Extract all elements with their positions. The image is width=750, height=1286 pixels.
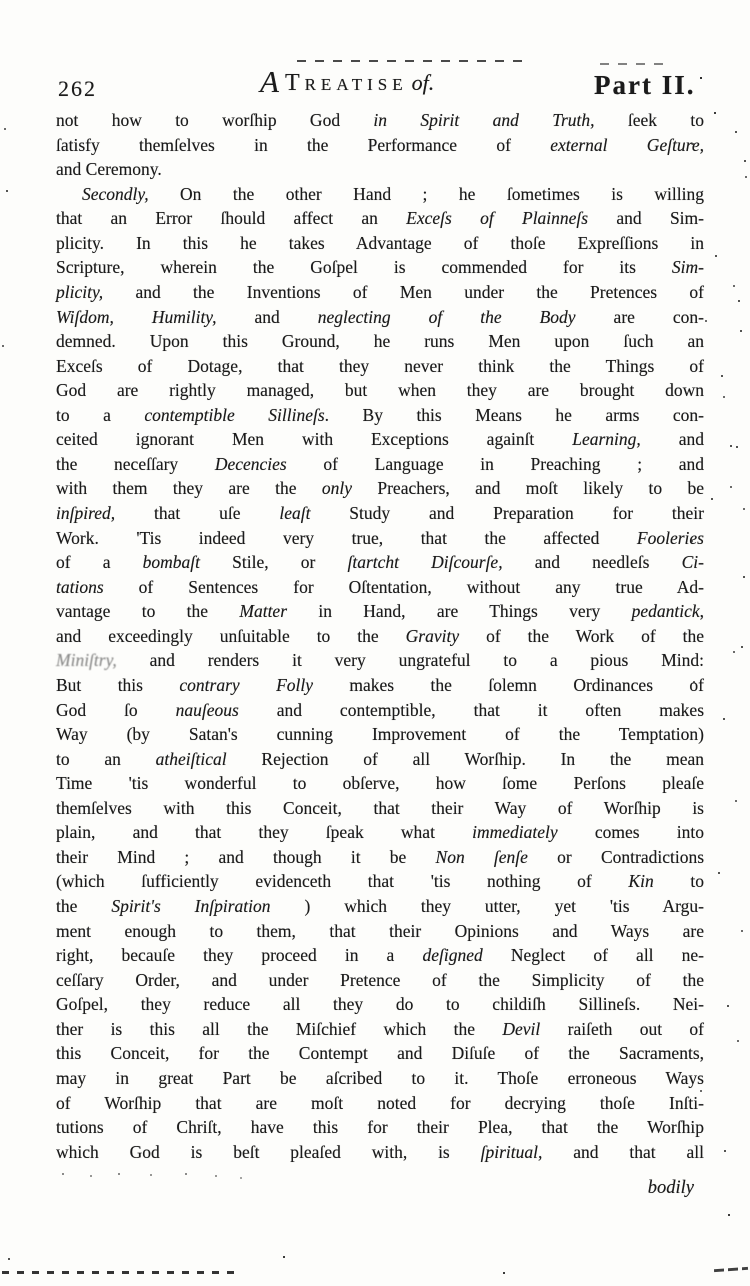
- text-line: plicity. In this he takes Advantage of thoſe Expreſſions in: [56, 232, 704, 253]
- text-line: But this contrary Folly makes the ſolemn Ordinances of: [56, 674, 704, 695]
- text-line: and Ceremony.: [56, 159, 162, 180]
- text-line: inſpired, that uſe leaſt Study and Preparation for their: [56, 503, 704, 523]
- text-line: Exceſs of Dotage, that they never think the Things of: [56, 355, 704, 376]
- text-line: which God is beſt pleaſed with, is ſpiritual, and that all: [56, 1141, 704, 1162]
- text-line: their Mind ; and though it be Non ſenſe or Contradictions: [56, 846, 704, 867]
- text-line: tations of Sentences for Oſtentation, without any true Ad-: [56, 576, 704, 597]
- title-word: Treatise: [284, 70, 408, 96]
- text-line: God are rightly managed, but when they are brought down: [56, 380, 704, 401]
- text-line: Way (by Satan's cunning Improvement of the Temptation): [56, 724, 704, 745]
- text-line: Wiſdom, Humility, and neglecting of the Body are con-: [56, 306, 704, 327]
- text-line: with them they are the only Preachers, and moſt likely to be: [56, 478, 704, 499]
- scan-edge-line-left: [2, 1271, 236, 1274]
- scan-edge-line-right: [714, 1267, 748, 1272]
- text-line: Work. 'Tis indeed very true, that the affected Fooleries: [56, 527, 704, 548]
- text-line: ment enough to them, that their Opinions and Ways are: [56, 920, 704, 941]
- text-line: that an Error ſhould affect an Exceſs of Plainneſs and Sim-: [56, 208, 704, 229]
- catchword: bodily: [647, 1178, 694, 1198]
- text-line: this Conceit, for the Contempt and Diſuſe of the Sacraments,: [56, 1043, 704, 1064]
- page-number: 262: [58, 76, 97, 101]
- text-line: ther is this all the Miſchief which the Devil raiſeth out of: [56, 1018, 704, 1039]
- text-line: tutions of Chriſt, have this for their Plea, that the Worſhip: [56, 1117, 704, 1138]
- title-of: of.: [411, 70, 435, 95]
- text-line: plicity, and the Inventions of Men under the Pretences of: [56, 281, 704, 302]
- scan-dash-artifact: [600, 63, 672, 65]
- text-line: (which ſufficiently evidenceth that 'tis nothing of Kin to: [56, 871, 704, 892]
- text-line: plain, and that they ſpeak what immediately comes into: [56, 822, 705, 843]
- text-line: Scripture, wherein the Goſpel is commended for its Sim-: [56, 257, 704, 278]
- text-line: to a contemptible Sillineſs. By this Means he arms con-: [56, 404, 704, 425]
- text-line: of Worſhip that are moſt noted for decrying thoſe Inſti-: [56, 1092, 704, 1113]
- text-line: themſelves with this Conceit, that their Way of Worſhip is: [56, 797, 704, 818]
- text-line: the Spirit's Inſpiration ) which they utter, yet 'tis Argu-: [56, 896, 705, 916]
- text-line: Goſpel, they reduce all they do to childiſh Sillineſs. Nei-: [56, 994, 704, 1015]
- text-line: not how to worſhip God in Spirit and Truth, ſeek to: [56, 110, 704, 130]
- text-line: may in great Part be aſcribed to it. Thoſe erroneous Ways: [56, 1067, 704, 1088]
- text-line: demned. Upon this Ground, he runs Men upon ſuch an: [56, 331, 704, 352]
- running-title: [260, 66, 434, 97]
- text-line: and exceedingly unſuitable to the Gravity of the Work of the: [56, 625, 704, 646]
- scan-dash-artifact: [297, 60, 527, 62]
- text-line: vantage to the Matter in Hand, are Things very pedantick,: [56, 601, 704, 622]
- text-line: Time 'tis wonderful to obſerve, how ſome Perſons pleaſe: [56, 773, 704, 794]
- title-initial: A: [260, 64, 279, 99]
- text-line: God ſo nauſeous and contemptible, that it often makes: [56, 699, 705, 720]
- text-line: Secondly, On the other Hand ; he ſometimes is willing: [82, 183, 704, 204]
- text-line: ſatisfy themſelves in the Performance of external Geſture,: [56, 134, 704, 155]
- text-line: of a bombaſt Stile, or ſtartcht Diſcourſe, and needleſs Ci-: [56, 552, 704, 573]
- text-line: ceited ignorant Men with Exceptions againſt Learning, and: [56, 429, 704, 450]
- text-line: the neceſſary Decencies of Language in Preaching ; and: [56, 453, 704, 474]
- body-text: [56, 108, 704, 1164]
- text-line: right, becauſe they proceed in a deſigned Neglect of all ne-: [56, 945, 705, 966]
- text-line: ceſſary Order, and under Pretence of the Simplicity of the: [56, 969, 704, 990]
- text-line: to an atheiſtical Rejection of all Worſhip. In the mean: [56, 748, 704, 769]
- scan-noise-dots: [0, 0, 2, 2]
- part-label: Part II.: [594, 70, 696, 100]
- text-line: Miniſtry, and renders it very ungrateful to a pious Mind:: [56, 650, 704, 671]
